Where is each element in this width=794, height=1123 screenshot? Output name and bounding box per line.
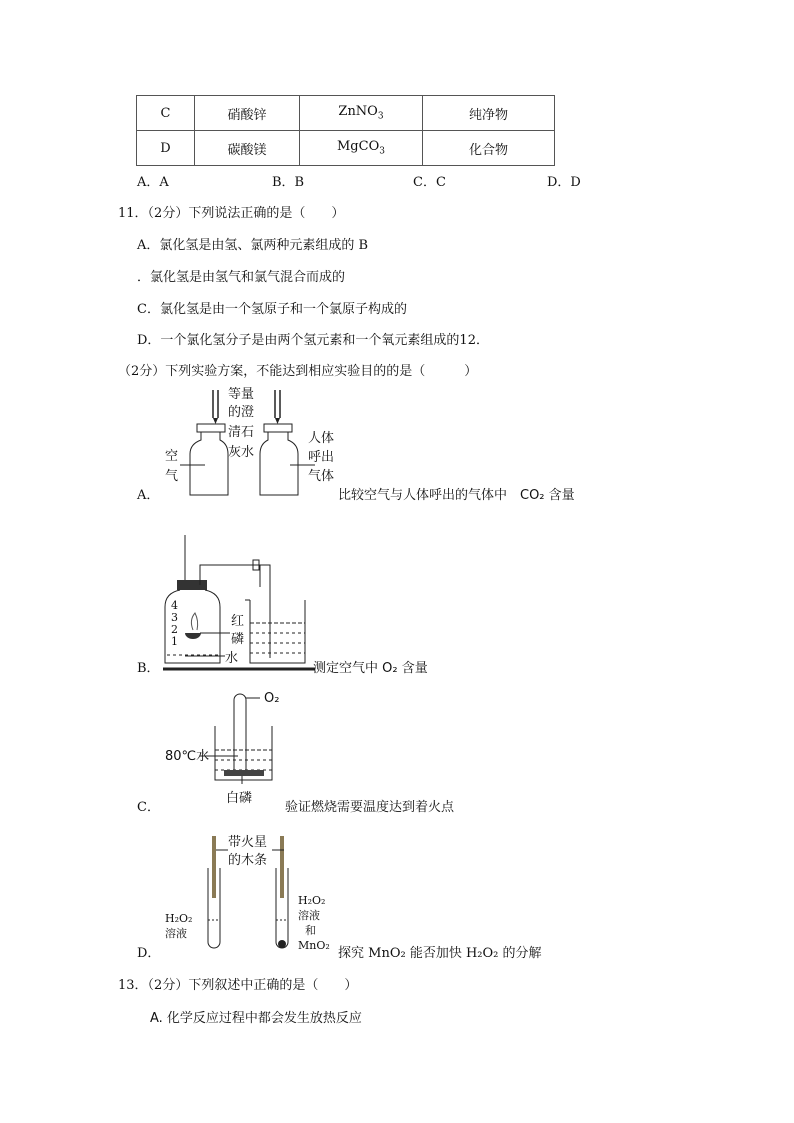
option-b-letter: B． <box>137 661 160 676</box>
scale-mark: 3 <box>171 611 178 624</box>
label-text: 和 <box>305 924 316 937</box>
dropper-tip <box>275 418 280 424</box>
dropper-tip <box>213 418 218 424</box>
option-a-letter: A． <box>137 488 160 503</box>
table-cell-name: 碳酸镁 <box>195 131 300 166</box>
table-cell-formula <box>300 131 423 166</box>
scale-mark: 1 <box>171 635 178 648</box>
label-text: 空 <box>165 449 179 464</box>
diagram-d-test-tubes <box>160 830 340 955</box>
formula-subscript: 3 <box>379 146 385 157</box>
mno2-powder <box>278 940 286 948</box>
label-text: 80℃水 <box>165 749 210 764</box>
bottle-left <box>190 432 228 495</box>
question-11-option: D．一个氯化氢分子是由两个氢元素和一个氧元素组成的12． <box>137 333 489 348</box>
label-text: 气体 <box>308 469 335 484</box>
label-text: O₂ <box>264 691 280 706</box>
flame <box>191 613 197 630</box>
option-d-caption: 探究 MnO₂ 能否加快 H₂O₂ 的分解 <box>338 946 542 961</box>
beaker <box>250 600 305 663</box>
diagram-a-bottles <box>150 387 350 500</box>
label-text: 溶液 <box>165 927 187 940</box>
wood-splint <box>212 836 216 898</box>
stopper <box>197 424 225 432</box>
table-cell-option: D <box>137 131 195 166</box>
question-11-option: A．氯化氢是由氢、氯两种元素组成的 B <box>137 238 369 253</box>
option-c-letter: C． <box>137 800 160 815</box>
stopper <box>264 424 292 432</box>
label-text: 灰水 <box>228 445 255 460</box>
option-b-caption: 测定空气中 O₂ 含量 <box>313 661 428 676</box>
formula-text: ZnNO <box>338 104 378 120</box>
label-text: 的木条 <box>228 853 268 868</box>
wood-splint <box>280 836 284 898</box>
combustion-spoon <box>185 633 201 639</box>
question-13-option: A. 化学反应过程中都会发生放热反应 <box>150 1011 362 1026</box>
label-text: MnO₂ <box>298 939 330 952</box>
question-12-stem: （2分）下列实验方案，不能达到相应实验目的的是（ ） <box>118 364 478 379</box>
label-text: 磷 <box>231 632 245 647</box>
label-text: 带火星 <box>228 835 268 850</box>
diagram-b-apparatus <box>155 535 315 675</box>
option-d-letter: D． <box>137 946 161 961</box>
table-cell-formula <box>300 96 423 131</box>
label-text: 的澄 <box>228 405 255 420</box>
table-cell-option: C <box>137 96 195 131</box>
answer-option-a: A．A <box>137 175 169 190</box>
phosphorus-pieces <box>224 770 264 776</box>
scale-mark: 4 <box>171 599 178 612</box>
table-cell-class: 纯净物 <box>423 96 555 131</box>
label-text: H₂O₂ <box>165 912 193 925</box>
answer-table <box>136 95 555 166</box>
question-11-stem: 11．（2分）下列说法正确的是（ ） <box>118 206 345 221</box>
option-c-caption: 验证燃烧需要温度达到着火点 <box>285 800 455 815</box>
question-11-option: ．氯化氢是由氢气和氯气混合而成的 <box>137 270 346 285</box>
label-text: 呼出 <box>308 450 335 465</box>
stopper <box>177 580 207 590</box>
option-a-caption: 比较空气与人体呼出的气体中 CO₂ 含量 <box>338 488 575 503</box>
table-cell-name: 硝酸锌 <box>195 96 300 131</box>
diagram-c-beaker <box>160 688 290 813</box>
answer-option-b: B．B <box>272 175 305 190</box>
label-text: 人体 <box>308 431 335 446</box>
formula-text: MgCO <box>337 139 380 155</box>
scale-mark: 2 <box>171 623 178 636</box>
label-text: 红 <box>231 614 245 629</box>
label-text: 等量 <box>228 387 255 402</box>
question-11-option: C．氯化氢是由一个氢原子和一个氯原子构成的 <box>137 302 407 317</box>
label-text: 气 <box>165 469 179 484</box>
question-13-stem: 13．（2分）下列叙述中正确的是（ ） <box>118 978 358 993</box>
formula-subscript: 3 <box>377 111 384 122</box>
label-text: 清石 <box>228 425 255 440</box>
table-row <box>137 131 555 166</box>
label-text: H₂O₂ <box>298 894 326 907</box>
label-text: 白磷 <box>226 791 253 806</box>
table-row <box>137 96 555 131</box>
answer-option-d: D．D <box>547 175 581 190</box>
label-text: 水 <box>225 651 239 666</box>
bottle-right <box>260 432 298 495</box>
answer-option-c: C．C <box>413 175 446 190</box>
label-text: 溶液 <box>298 909 320 922</box>
table-cell-class: 化合物 <box>423 131 555 166</box>
